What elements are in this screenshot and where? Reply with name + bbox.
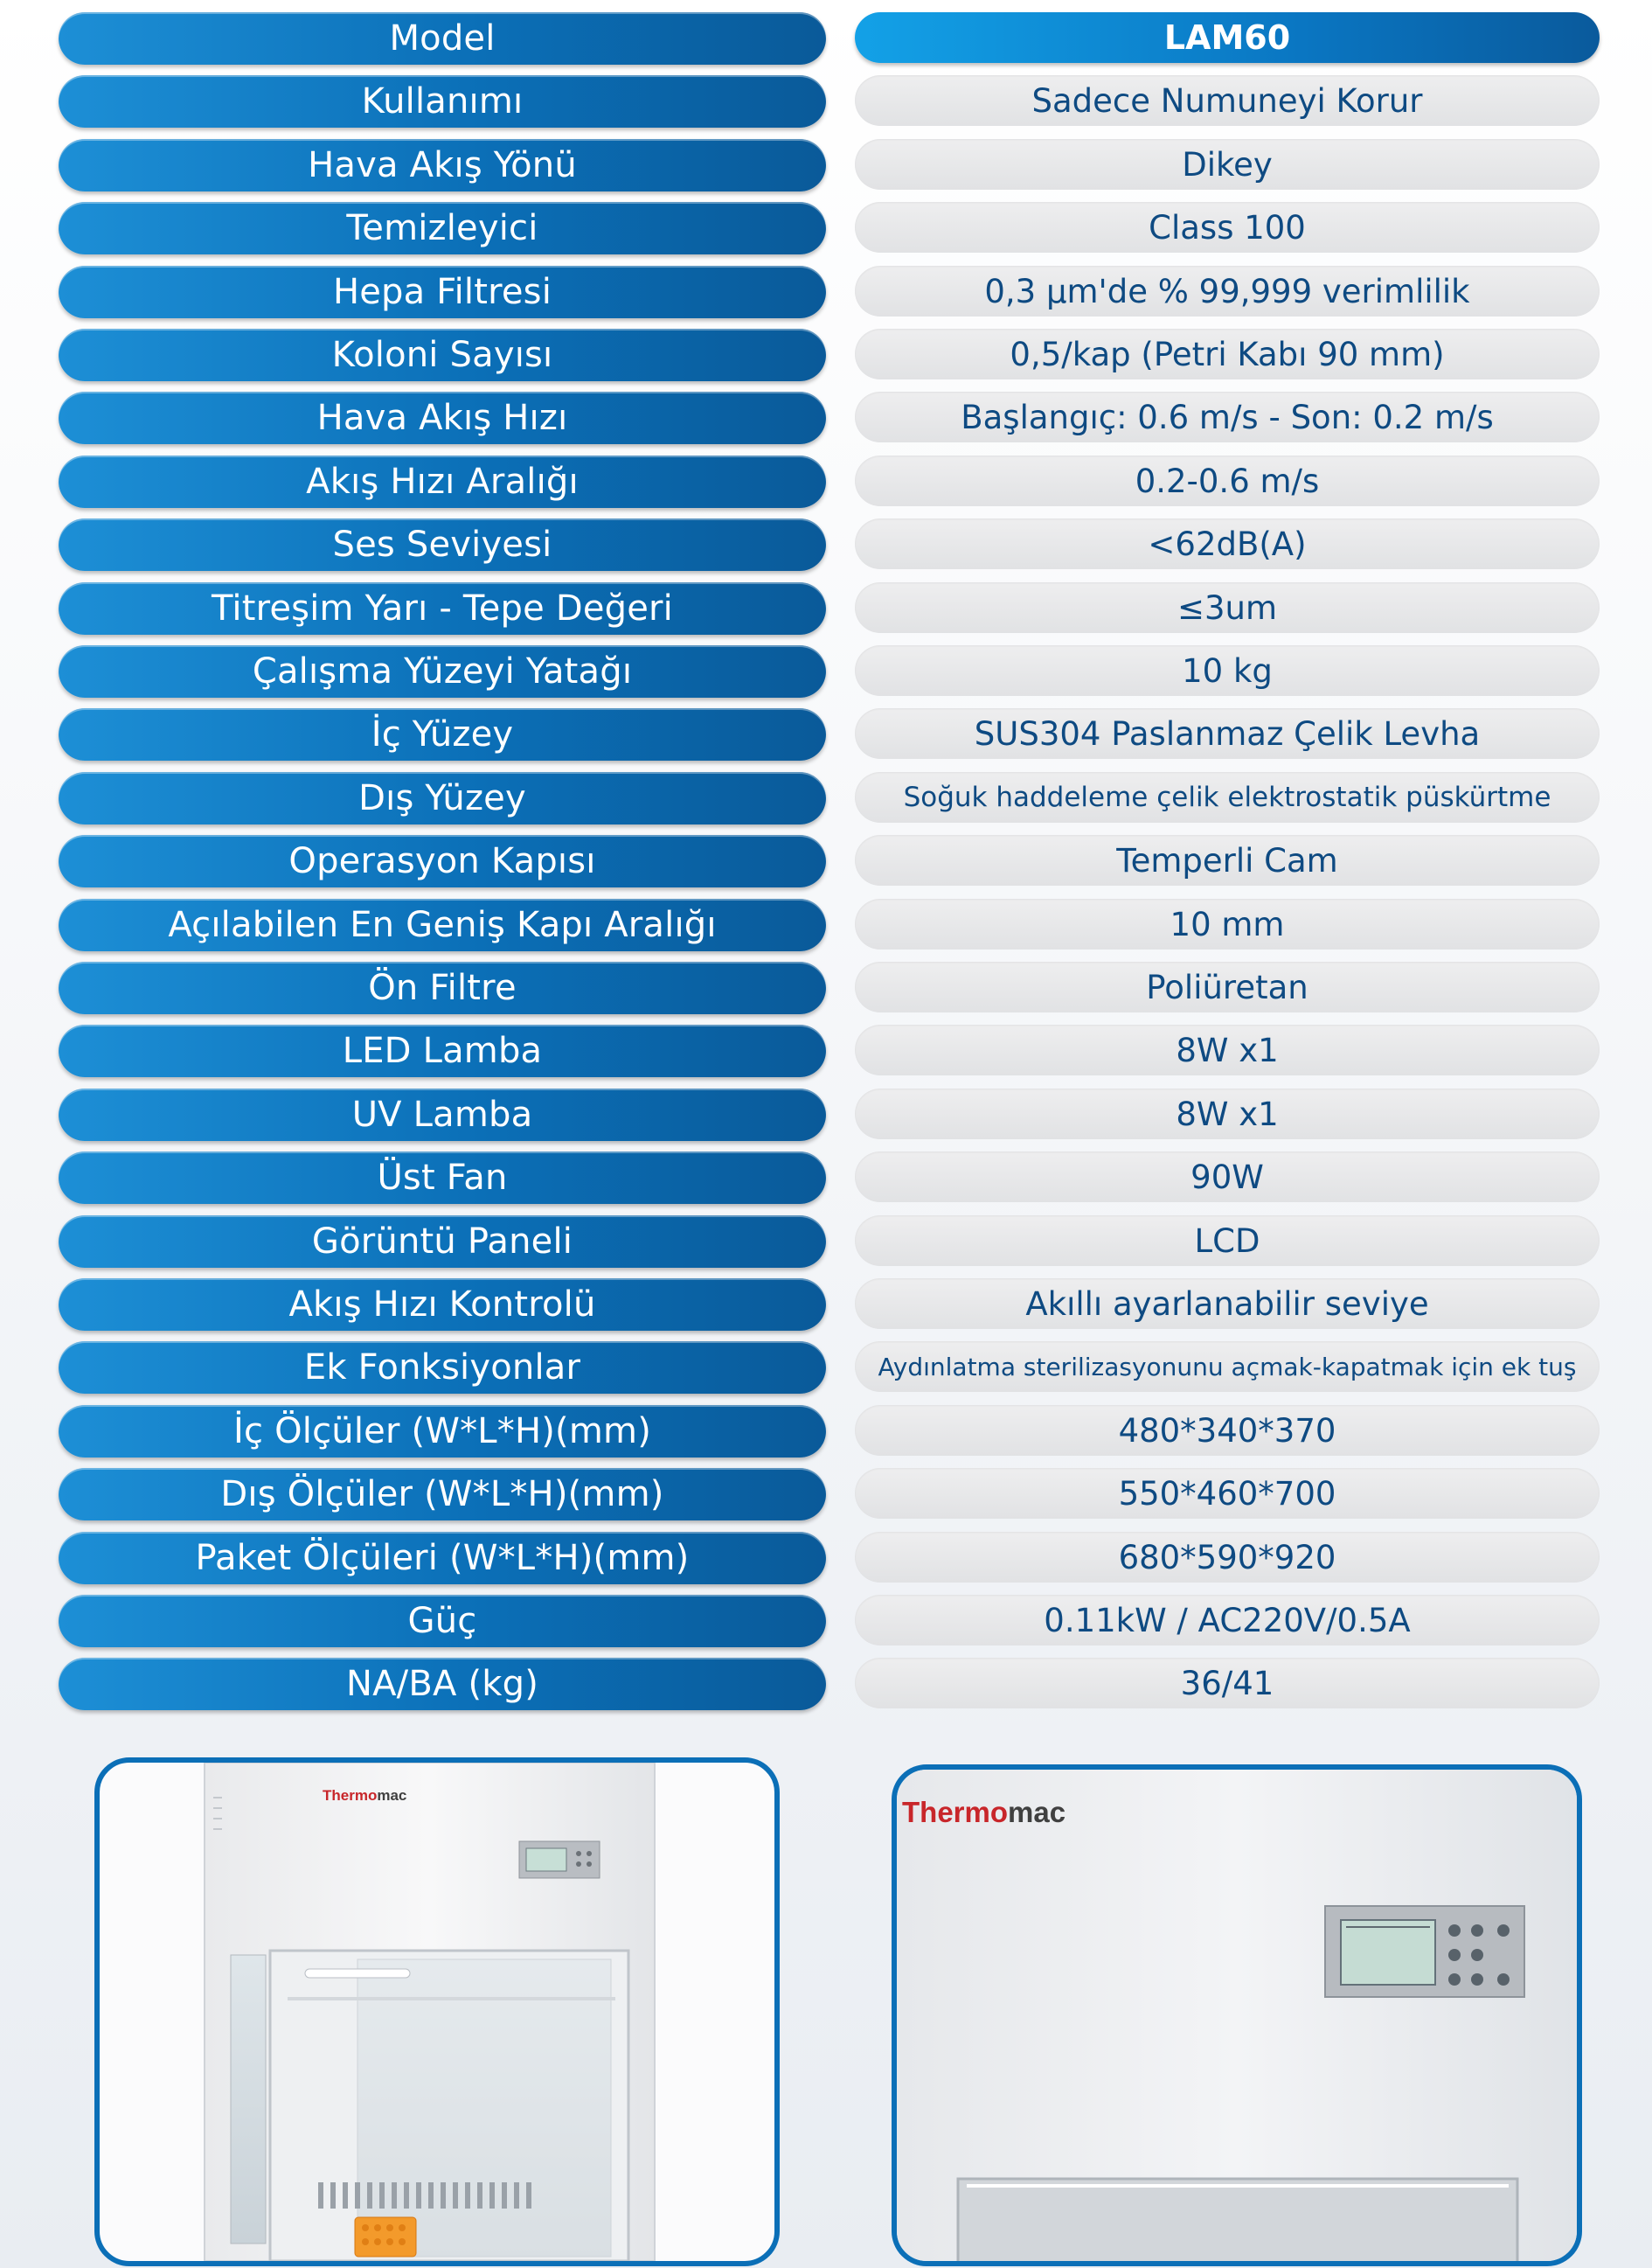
spec-label: Dış Yüzey bbox=[59, 772, 826, 824]
spec-value: Poliüretan bbox=[855, 962, 1600, 1012]
spec-row bbox=[0, 894, 1652, 957]
spec-value: 10 mm bbox=[855, 899, 1600, 950]
spec-value: Akıllı ayarlanabilir seviye bbox=[855, 1278, 1600, 1329]
spec-row bbox=[0, 1146, 1652, 1209]
spec-label: Titreşim Yarı - Tepe Değeri bbox=[59, 582, 826, 635]
spec-row bbox=[0, 703, 1652, 766]
spec-row bbox=[0, 1083, 1652, 1146]
spec-row bbox=[0, 1463, 1652, 1526]
spec-row bbox=[0, 261, 1652, 324]
brand-logo: Thermomac bbox=[323, 1787, 407, 1804]
spec-label: Kullanımı bbox=[59, 75, 826, 128]
spec-label: LED Lamba bbox=[59, 1025, 826, 1077]
spec-value: ≤3um bbox=[855, 582, 1600, 633]
spec-row bbox=[0, 1210, 1652, 1273]
spec-row bbox=[0, 7, 1652, 70]
brand-logo-large: Thermomac bbox=[902, 1796, 1066, 1828]
product-photo-closeup bbox=[892, 1764, 1582, 2266]
spec-label: Akış Hızı Kontrolü bbox=[59, 1278, 826, 1331]
spec-row bbox=[0, 1590, 1652, 1652]
spec-label: NA/BA (kg) bbox=[59, 1658, 826, 1710]
spec-label: Operasyon Kapısı bbox=[59, 835, 826, 887]
spec-label: Ek Fonksiyonlar bbox=[59, 1341, 826, 1394]
spec-label: Paket Ölçüleri (W*L*H)(mm) bbox=[59, 1532, 826, 1584]
spec-label: İç Ölçüler (W*L*H)(mm) bbox=[59, 1405, 826, 1458]
spec-label: Güç bbox=[59, 1595, 826, 1647]
spec-row bbox=[0, 386, 1652, 449]
spec-row bbox=[0, 450, 1652, 513]
spec-row bbox=[0, 134, 1652, 197]
spec-value: 90W bbox=[855, 1151, 1600, 1202]
spec-label: Hepa Filtresi bbox=[59, 266, 826, 318]
cabinet-front-illustration bbox=[100, 1763, 774, 2261]
spec-value: 550*460*700 bbox=[855, 1468, 1600, 1519]
spec-value: 480*340*370 bbox=[855, 1405, 1600, 1456]
spec-row bbox=[0, 1273, 1652, 1336]
spec-label: Dış Ölçüler (W*L*H)(mm) bbox=[59, 1468, 826, 1520]
spec-label: UV Lamba bbox=[59, 1089, 826, 1141]
spec-row bbox=[0, 324, 1652, 386]
spec-row bbox=[0, 1652, 1652, 1715]
spec-row bbox=[0, 1400, 1652, 1463]
spec-label: Ses Seviyesi bbox=[59, 518, 826, 571]
spec-value: 36/41 bbox=[855, 1658, 1600, 1708]
spec-label: İç Yüzey bbox=[59, 708, 826, 761]
spec-row bbox=[0, 70, 1652, 133]
spec-value: <62dB(A) bbox=[855, 518, 1600, 569]
spec-row bbox=[0, 1019, 1652, 1082]
spec-label: Temizleyici bbox=[59, 202, 826, 254]
model-value: LAM60 bbox=[855, 12, 1600, 63]
spec-label: Hava Akış Hızı bbox=[59, 392, 826, 444]
spec-label: Çalışma Yüzeyi Yatağı bbox=[59, 645, 826, 698]
spec-value: Başlangıç: 0.6 m/s - Son: 0.2 m/s bbox=[855, 392, 1600, 442]
spec-value: SUS304 Paslanmaz Çelik Levha bbox=[855, 708, 1600, 759]
spec-value: Soğuk haddeleme çelik elektrostatik püskürtme bbox=[855, 772, 1600, 823]
spec-row bbox=[0, 957, 1652, 1019]
spec-value: Dikey bbox=[855, 139, 1600, 190]
spec-label: Ön Filtre bbox=[59, 962, 826, 1014]
spec-value: Aydınlatma sterilizasyonunu açmak-kapatmak için ek tuş bbox=[855, 1341, 1600, 1392]
spec-label: Koloni Sayısı bbox=[59, 329, 826, 381]
spec-row bbox=[0, 1336, 1652, 1399]
spec-value: 8W x1 bbox=[855, 1089, 1600, 1139]
spec-value: Class 100 bbox=[855, 202, 1600, 253]
spec-value: LCD bbox=[855, 1215, 1600, 1266]
spec-label: Akış Hızı Aralığı bbox=[59, 456, 826, 508]
spec-value: 10 kg bbox=[855, 645, 1600, 696]
spec-row bbox=[0, 577, 1652, 640]
spec-value: 8W x1 bbox=[855, 1025, 1600, 1075]
product-photo-front bbox=[94, 1757, 780, 2266]
spec-label: Hava Akış Yönü bbox=[59, 139, 826, 191]
spec-row bbox=[0, 640, 1652, 703]
spec-label: Görüntü Paneli bbox=[59, 1215, 826, 1268]
cabinet-closeup-illustration bbox=[897, 1770, 1577, 2261]
spec-row bbox=[0, 197, 1652, 260]
spec-label: Üst Fan bbox=[59, 1151, 826, 1204]
spec-row bbox=[0, 1527, 1652, 1590]
spec-value: 0,5/kap (Petri Kabı 90 mm) bbox=[855, 329, 1600, 379]
spec-row bbox=[0, 767, 1652, 830]
spec-label: Model bbox=[59, 12, 826, 65]
spec-value: 0.2-0.6 m/s bbox=[855, 456, 1600, 506]
spec-value: 0,3 µm'de % 99,999 verimlilik bbox=[855, 266, 1600, 317]
spec-label: Açılabilen En Geniş Kapı Aralığı bbox=[59, 899, 826, 951]
spec-row bbox=[0, 513, 1652, 576]
spec-row bbox=[0, 830, 1652, 893]
spec-value: Temperli Cam bbox=[855, 835, 1600, 886]
spec-value: 680*590*920 bbox=[855, 1532, 1600, 1583]
spec-value: Sadece Numuneyi Korur bbox=[855, 75, 1600, 126]
spec-value: 0.11kW / AC220V/0.5A bbox=[855, 1595, 1600, 1645]
